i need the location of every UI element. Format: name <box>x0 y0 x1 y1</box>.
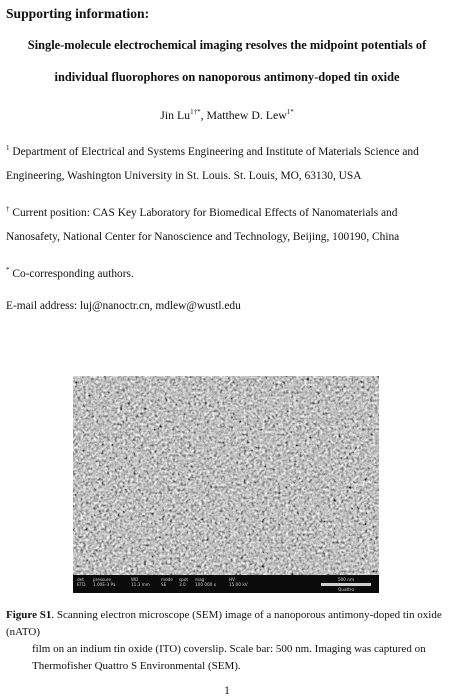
sem-detector: det ETD <box>77 577 86 587</box>
caption-line-1: . Scanning electron microscope (SEM) image of a nanoporous antimony-doped tin oxide (nATO) <box>6 609 442 638</box>
figure-caption <box>6 607 446 675</box>
sem-spot: spot 3.0 <box>179 577 189 587</box>
paper-title-line-2: individual fluorophores on nanoporous antimony-doped tin oxide <box>54 70 400 84</box>
supporting-information-heading: Supporting information: <box>6 6 150 21</box>
affiliation-1 <box>6 140 450 188</box>
sem-pressure: pressure 1.00E-3 Pa <box>93 577 116 587</box>
email-address: E-mail address: luj@nanoctr.cn, mdlew@wustl.edu <box>6 300 241 312</box>
sem-magnification: mag 100 000 x <box>195 577 217 587</box>
affiliation-1-line-1: Department of Electrical and Systems Engineering and Institute of Materials Science and <box>9 146 419 158</box>
author-1-affiliation-mark: 1†* <box>190 108 201 117</box>
caption-line-3: Thermofisher Quattro S Environmental (SEM). <box>32 660 241 672</box>
scale-bar-line <box>321 583 371 586</box>
author-1-name: Jin Lu <box>160 108 191 122</box>
caption-line-2: film on an indium tin oxide (ITO) coverslip. Scale bar: 500 nm. Imaging was captured on <box>32 643 426 655</box>
author-2-name: Matthew D. Lew <box>206 108 287 122</box>
corresponding-authors-note <box>6 262 450 286</box>
affiliation-2-line-2: Nanosafety, National Center for Nanoscience and Technology, Beijing, 100190, China <box>6 231 400 243</box>
corresponding-mark: * <box>6 266 10 275</box>
author-2-affiliation-mark: 1* <box>286 108 294 117</box>
paper-title-line-1: Single-molecule electrochemical imaging resolves the midpoint potentials of <box>27 38 427 52</box>
affiliation-2-mark: † <box>6 205 10 214</box>
affiliation-2 <box>6 201 450 249</box>
corresponding-text: Co-corresponding authors. <box>9 268 134 280</box>
sem-high-voltage: HV 15.00 kV <box>229 577 248 587</box>
sem-brand: Quattro <box>338 587 354 592</box>
author-list <box>0 108 454 123</box>
page-number: 1 <box>224 685 230 697</box>
figure-label: Figure S1 <box>6 609 52 621</box>
sem-micrograph-texture <box>73 376 379 575</box>
sem-info-bar <box>73 575 379 593</box>
sem-scale-bar <box>317 577 375 592</box>
scale-bar-label: 500 nm <box>337 577 355 582</box>
sem-working-distance: WD 11.3 mm <box>131 577 150 587</box>
affiliation-1-line-2: Engineering, Washington University in St. Louis. St. Louis, MO, 63130, USA <box>6 170 362 182</box>
affiliation-1-mark: 1 <box>6 144 10 153</box>
sem-image <box>73 376 379 593</box>
affiliation-2-line-1: Current position: CAS Key Laboratory for Biomedical Effects of Nanomaterials and <box>9 207 398 219</box>
author-separator: , <box>200 108 207 122</box>
sem-mode: mode SE <box>161 577 173 587</box>
